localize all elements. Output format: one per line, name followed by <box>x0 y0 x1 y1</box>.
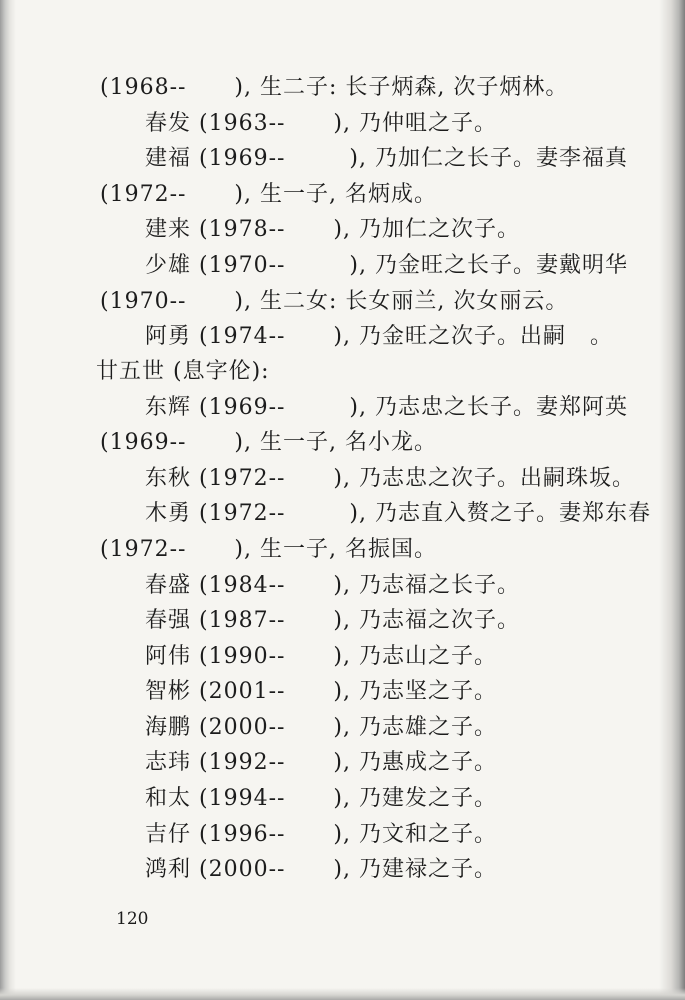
text-line: (1969-- ), 生一子, 名小龙。 <box>100 430 437 455</box>
text-line: 智彬 (2001-- ), 乃志坚之子。 <box>145 679 497 704</box>
text-line: 春盛 (1984-- ), 乃志福之长子。 <box>145 573 520 598</box>
text-line: (1968-- ), 生二子: 长子炳森, 次子炳林。 <box>100 75 569 100</box>
text-line: 志玮 (1992-- ), 乃惠成之子。 <box>145 750 497 775</box>
text-line: 海鹏 (2000-- ), 乃志雄之子。 <box>145 715 497 740</box>
text-line: 东秋 (1972-- ), 乃志忠之次子。出嗣珠坂。 <box>145 466 635 491</box>
text-line: 春发 (1963-- ), 乃仲咀之子。 <box>145 111 497 136</box>
page-edge-bottom <box>0 988 685 1000</box>
page-edge-left <box>0 0 16 1000</box>
text-line: 建福 (1969-- ), 乃加仁之长子。妻李福真 <box>145 146 628 171</box>
text-line: 吉仔 (1996-- ), 乃文和之子。 <box>145 822 497 847</box>
text-line: 东辉 (1969-- ), 乃志忠之长子。妻郑阿英 <box>145 395 628 420</box>
text-line: 和太 (1994-- ), 乃建发之子。 <box>145 786 497 811</box>
text-line: (1972-- ), 生一子, 名炳成。 <box>100 182 437 207</box>
text-line: 春强 (1987-- ), 乃志福之次子。 <box>145 608 520 633</box>
text-line: (1972-- ), 生一子, 名振国。 <box>100 537 437 562</box>
page-number: 120 <box>116 909 149 929</box>
text-line: 建来 (1978-- ), 乃加仁之次子。 <box>145 217 520 242</box>
page-edge-right <box>659 0 685 1000</box>
text-line: (1970-- ), 生二女: 长女丽兰, 次女丽云。 <box>100 289 569 314</box>
text-line: 鸿利 (2000-- ), 乃建禄之子。 <box>145 857 497 882</box>
section-heading: 廿五世 (息字伦): <box>96 359 270 384</box>
text-line: 阿勇 (1974-- ), 乃金旺之次子。出嗣 。 <box>145 324 613 349</box>
text-line: 木勇 (1972-- ), 乃志直入赘之子。妻郑东春 <box>145 501 651 526</box>
text-line: 阿伟 (1990-- ), 乃志山之子。 <box>145 644 497 669</box>
text-line: 少雄 (1970-- ), 乃金旺之长子。妻戴明华 <box>145 253 628 278</box>
